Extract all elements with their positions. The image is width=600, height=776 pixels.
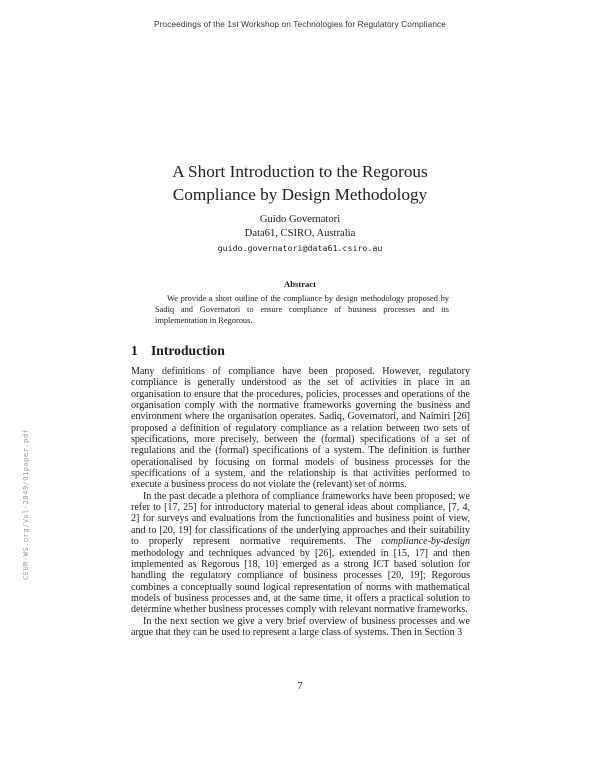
paragraph-3: In the next section we give a very brief overview of business processes and we argue that they can be used to represent a large class of systems. Then in Section 3 [131, 615, 470, 638]
running-header: Proceedings of the 1st Workshop on Technologies for Regulatory Compliance [153, 19, 446, 29]
author-email[interactable]: guido.governatori@data61.csiro.au [217, 243, 383, 253]
section-heading [131, 343, 225, 359]
section-body [131, 366, 470, 638]
title-line-2: Compliance by Design Methodology [172, 185, 428, 204]
section-number: 1 [131, 343, 138, 358]
paragraph-2-part-2: methodology and techniques advanced by [26], extended in [15, 17] and then implemented as Regorous [18, 10] emerged as a strong ICT based solution for handling the regulatory compliance of business processes [20, 19]; Regorous combines a conceptually sound logical representation of norms with mathematical models of business processes and, at the same time, it offers a practical solution to determine whether business processes comply with relevant normative frameworks. [131, 547, 470, 616]
paragraph-2 [131, 491, 470, 616]
sidebar-identifier: CEUR-WS.org/Vol-2049/01paper.pdf [21, 428, 30, 580]
abstract-heading: Abstract [284, 279, 316, 289]
author-name: Guido Governatori [259, 214, 341, 225]
paper-title [0, 160, 600, 206]
emphasis-compliance-by-design: compliance-by-design [381, 536, 470, 548]
title-line-1: A Short Introduction to the Regorous [172, 162, 428, 181]
page-number: 7 [297, 681, 303, 692]
abstract-text: We provide a short outline of the compliance by design methodology proposed by Sadiq and Governatori to ensure compliance of business processes and its implementation in Regorous. [155, 294, 449, 325]
paragraph-2-part-1: In the past decade a plethora of compliance frameworks have been proposed; we refer to [17, 25] for introductory material to general ideas about compliance, [7, 4, 2] for surveys and evaluations from the functionalities and business point of view, and to [20, 19] for classifications of the underlying approaches and their suitability to properly represent normative requirements. The [131, 490, 470, 548]
author-block [0, 213, 600, 256]
section-title: Introduction [151, 343, 225, 358]
paragraph-1: Many definitions of compliance have been proposed. However, regulatory compliance is generally understood as the set of activities in place in an organisation to ensure that the procedures, policies, processes and operations of the organisation comply with the normative frameworks governing the business and environment where the organisation operates. Sadiq, Governatori, and Naimiri [26] proposed a definition of regulatory compliance as a relation between two sets of specifications, more precisely, between the (formal) specifications of a set of regulations and the (formal) specifications of a system. The definition is further operationalised by focusing on formal models of business processes for the specifications of a system, and the relationship is that activities performed to execute a business process do not violate the (relevant) set of norms. [131, 366, 470, 491]
author-affiliation: Data61, CSIRO, Australia [244, 227, 356, 239]
